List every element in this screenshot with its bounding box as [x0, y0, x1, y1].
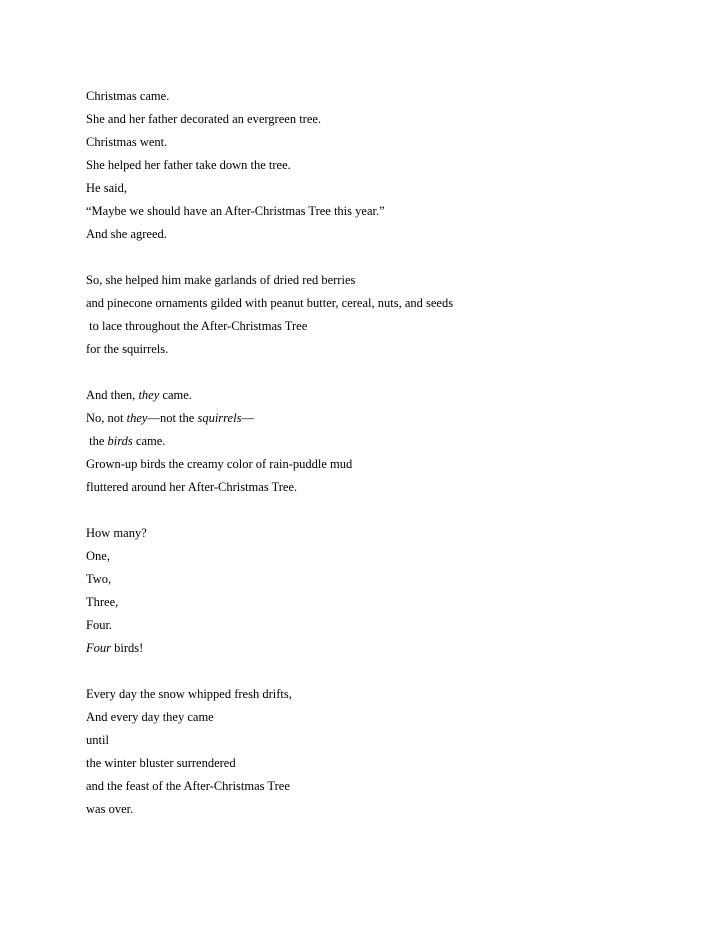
poem-line: fluttered around her After-Christmas Tree.: [86, 480, 298, 494]
text-run: —: [241, 411, 254, 425]
poem-line: [86, 430, 686, 453]
poem-line: One,: [86, 549, 110, 563]
poem-line: And she agreed.: [86, 227, 167, 241]
poem-line: [86, 384, 686, 407]
text-run: And then,: [86, 388, 139, 402]
stanza-2: [86, 269, 686, 361]
poem-text: [86, 85, 686, 821]
poem-line: and pinecone ornaments gilded with peanut butter, cereal, nuts, and seeds: [86, 296, 454, 310]
poem-line: And every day they came: [86, 710, 214, 724]
emphasis-text: they: [138, 388, 160, 402]
poem-line: was over.: [86, 802, 134, 816]
poem-line: So, she helped him make garlands of dried red berries: [86, 273, 356, 287]
emphasis-text: squirrels: [197, 411, 242, 425]
stanza-5: [86, 683, 686, 821]
stanza-1: [86, 85, 686, 246]
stanza-break: [86, 246, 686, 269]
poem-line: “Maybe we should have an After-Christmas Tree this year.”: [86, 204, 385, 218]
stanza-3: [86, 384, 686, 499]
text-run: the: [86, 434, 108, 448]
emphasis-text: Four: [86, 641, 111, 655]
poem-line: She helped her father take down the tree.: [86, 158, 291, 172]
text-run: No, not: [86, 411, 127, 425]
poem-line: Christmas went.: [86, 135, 168, 149]
poem-line: until: [86, 733, 109, 747]
stanza-4: [86, 522, 686, 660]
poem-line: Three,: [86, 595, 119, 609]
poem-line: [86, 637, 686, 660]
poem-line: He said,: [86, 181, 127, 195]
emphasis-text: birds: [107, 434, 133, 448]
text-run: birds!: [111, 641, 144, 655]
stanza-break: [86, 361, 686, 384]
emphasis-text: they: [126, 411, 148, 425]
poem-line: Grown-up birds the creamy color of rain-puddle mud: [86, 457, 353, 471]
stanza-break: [86, 660, 686, 683]
poem-line: Christmas came.: [86, 89, 170, 103]
poem-line: and the feast of the After-Christmas Tree: [86, 779, 290, 793]
text-run: came.: [159, 388, 192, 402]
text-run: —not the: [147, 411, 198, 425]
poem-line: for the squirrels.: [86, 342, 169, 356]
poem-line: Four.: [86, 618, 113, 632]
text-run: came.: [132, 434, 166, 448]
poem-line: the winter bluster surrendered: [86, 756, 236, 770]
poem-line: [86, 407, 686, 430]
poem-line: Two,: [86, 572, 112, 586]
poem-line: to lace throughout the After-Christmas Tree: [86, 319, 308, 333]
poem-line: Every day the snow whipped fresh drifts,: [86, 687, 292, 701]
poem-line: She and her father decorated an evergreen tree.: [86, 112, 322, 126]
stanza-break: [86, 499, 686, 522]
poem-line: How many?: [86, 526, 147, 540]
